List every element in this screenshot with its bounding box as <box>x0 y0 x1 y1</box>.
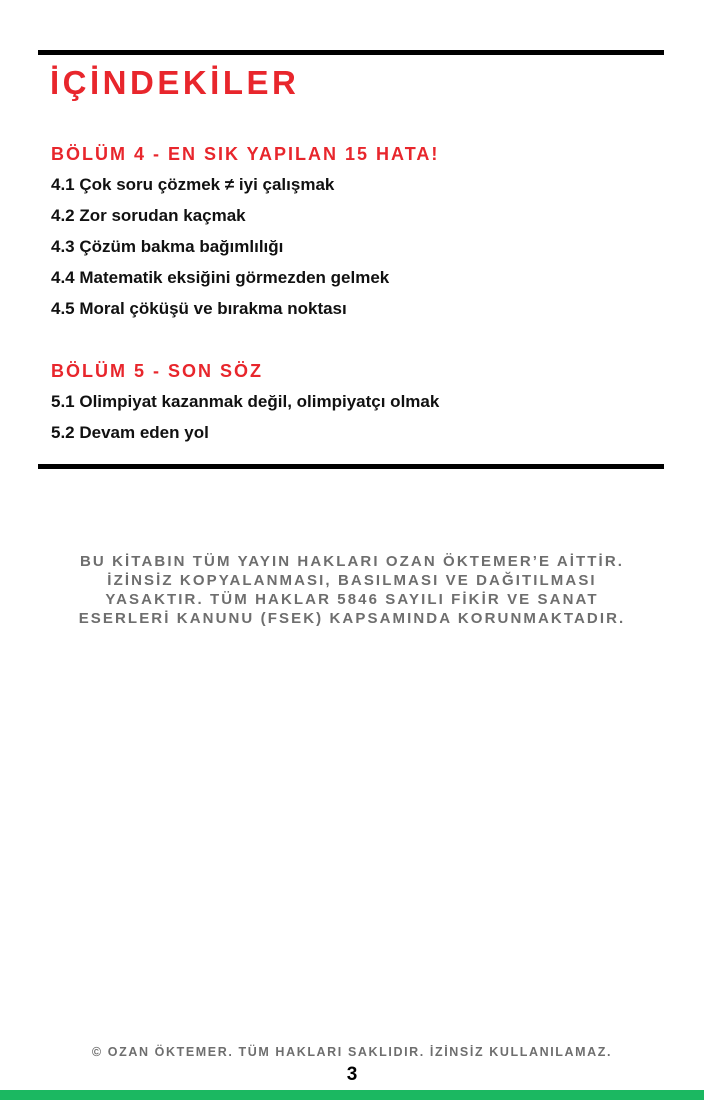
toc-entry-4-3: 4.3 Çözüm bakma bağımlılığı <box>51 237 284 256</box>
copyright-line-3: YASAKTIR. TÜM HAKLAR 5846 SAYILI FİKİR VE SANAT <box>105 591 599 608</box>
chapter-5-items <box>51 391 651 443</box>
toc-entry-4-4: 4.4 Matematik eksiğini görmezden gelmek <box>51 268 390 287</box>
footer-copyright: © OZAN ÖKTEMER. TÜM HAKLARI SAKLIDIR. İZİNSİZ KULLANILAMAZ. <box>91 1045 613 1059</box>
footer-green-bar <box>0 1090 704 1100</box>
copyright-notice <box>0 552 704 628</box>
top-divider <box>38 50 664 55</box>
chapter-4-heading: BÖLÜM 4 - EN SIK YAPILAN 15 HATA! <box>51 144 440 164</box>
chapter-5-heading: BÖLÜM 5 - SON SÖZ <box>51 361 264 381</box>
toc-entry-4-1: 4.1 Çok soru çözmek ≠ iyi çalışmak <box>51 175 335 194</box>
copyright-line-1: BU KİTABIN TÜM YAYIN HAKLARI OZAN ÖKTEMER’E AİTTİR. <box>79 553 625 570</box>
bottom-divider <box>38 464 664 469</box>
chapter-4-section <box>51 143 651 329</box>
copyright-line-4: ESERLERİ KANUNU (FSEK) KAPSAMINDA KORUNMAKTADIR. <box>78 610 626 627</box>
copyright-line-2: İZİNSİZ KOPYALANMASI, BASILMASI VE DAĞITILMASI <box>107 572 597 589</box>
toc-entry-4-5: 4.5 Moral çöküşü ve bırakma noktası <box>51 299 347 318</box>
toc-title: İÇİNDEKİLER <box>50 64 300 101</box>
toc-entry-4-2: 4.2 Zor sorudan kaçmak <box>51 206 246 225</box>
chapter-4-items <box>51 174 651 319</box>
toc-entry-5-2: 5.2 Devam eden yol <box>51 423 209 442</box>
page-number: 3 <box>346 1064 358 1085</box>
toc-entry-5-1: 5.1 Olimpiyat kazanmak değil, olimpiyatçı olmak <box>51 392 440 411</box>
chapter-5-section <box>51 360 651 453</box>
